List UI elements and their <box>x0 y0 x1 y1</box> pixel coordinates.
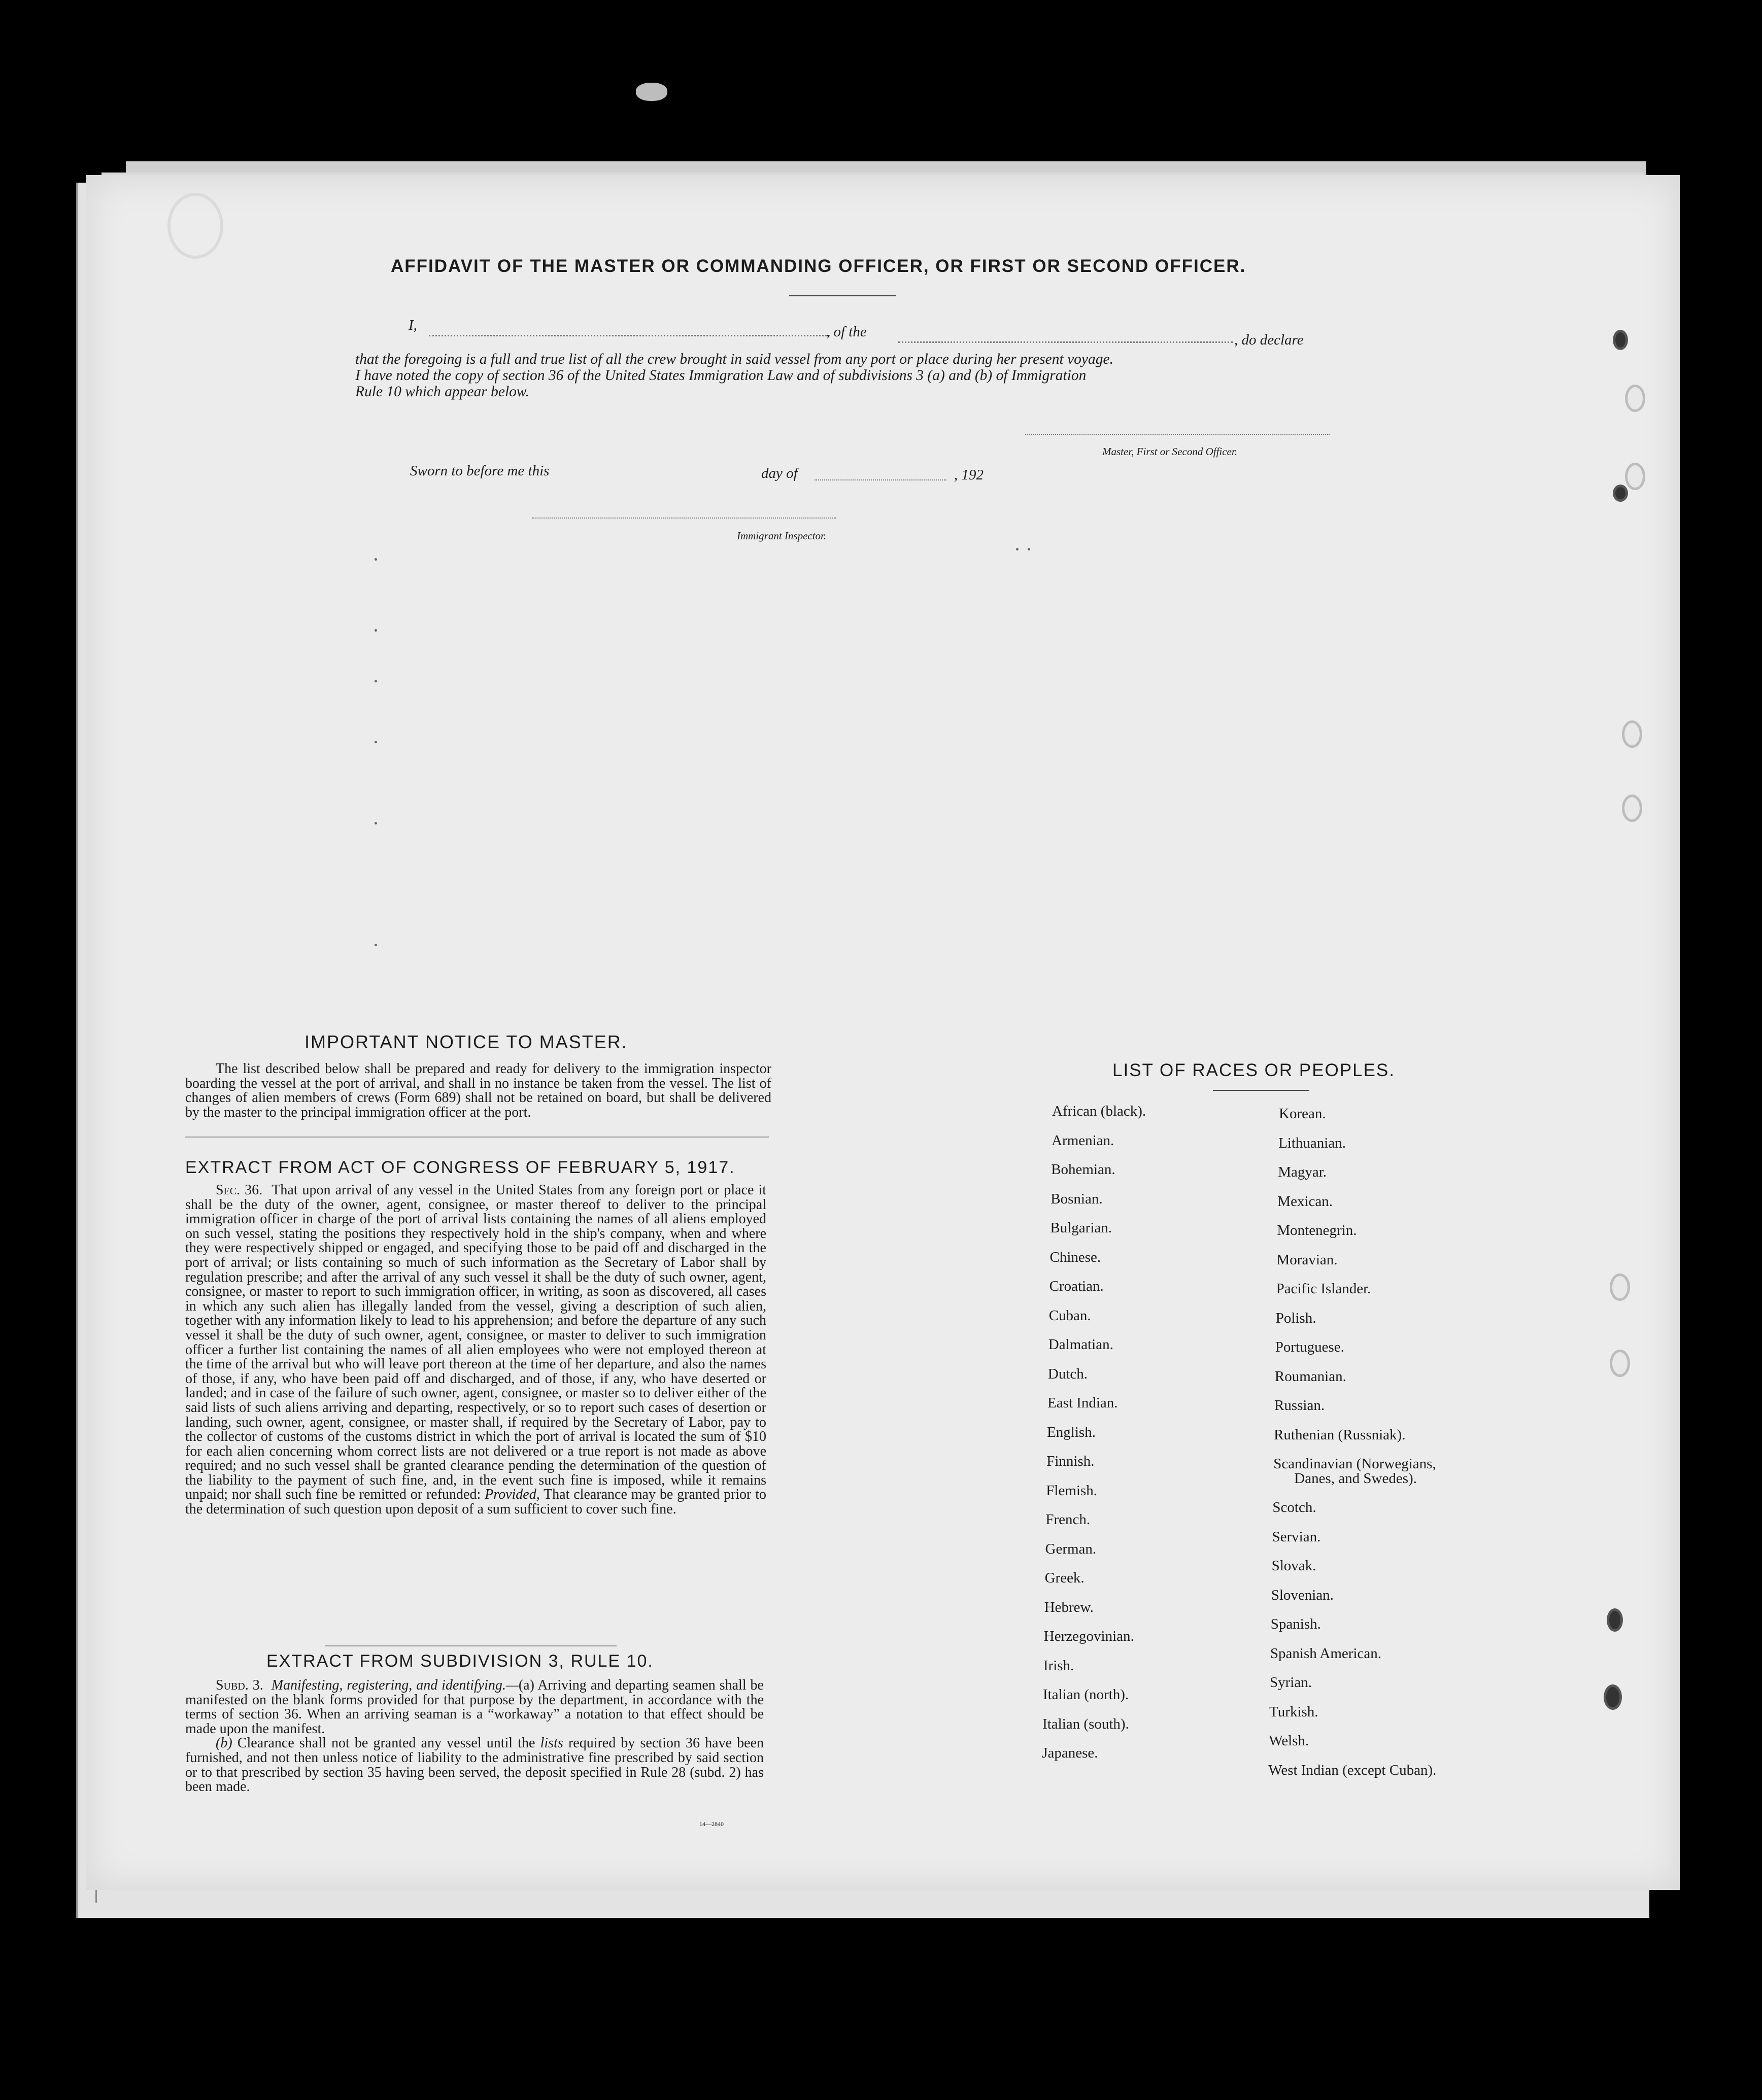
year-label: , 192 <box>954 467 984 483</box>
rule-b-label: (b) <box>216 1735 232 1751</box>
rule-a-label: (a) <box>518 1677 534 1693</box>
speck <box>375 741 377 743</box>
date-blank[interactable] <box>815 479 946 480</box>
race-item: Irish. <box>1043 1657 1074 1674</box>
speck <box>1028 548 1030 550</box>
speck <box>375 558 377 561</box>
race-item: Lithuanian. <box>1278 1134 1346 1151</box>
race-item: German. <box>1045 1540 1097 1557</box>
race-item: Spanish. <box>1270 1616 1321 1632</box>
race-item: African (black). <box>1052 1103 1146 1119</box>
race-item: Korean. <box>1279 1106 1326 1122</box>
race-item: Welsh. <box>1269 1733 1309 1749</box>
race-item: Flemish. <box>1046 1482 1098 1499</box>
race-item: Pacific Islander. <box>1276 1281 1371 1297</box>
race-item: Spanish American. <box>1270 1645 1381 1662</box>
race-item: Bulgarian. <box>1050 1220 1112 1236</box>
sworn-label: Sworn to before me this <box>410 463 550 479</box>
binder-hole <box>1622 795 1642 822</box>
race-item: Scotch. <box>1272 1499 1316 1516</box>
rule-b-text-2: required by section 36 have been furnished, and not then unless notice of liability to the administrative fine prescribed by said section or to that prescribed by section 35 having been served, the deposit specified in Rule 28 (subd. 2) has been made. <box>185 1735 764 1795</box>
affidavit-i-label: I, <box>409 317 417 333</box>
race-item: Cuban. <box>1048 1307 1091 1324</box>
race-item: Servian. <box>1272 1528 1321 1545</box>
speck <box>375 822 377 824</box>
vessel-blank[interactable] <box>898 341 1233 343</box>
rule-paragraph <box>185 1678 764 1795</box>
speck <box>375 680 377 682</box>
race-item: Bosnian. <box>1051 1190 1103 1207</box>
binder-hole <box>1610 1273 1630 1301</box>
race-item: French. <box>1045 1511 1091 1528</box>
binder-hole <box>1613 330 1628 350</box>
rule-a-text: Arriving and departing seamen shall be manifested on the blank forms provided for that purpose by the department, in accordance with the terms of section 36. When an arriving seaman is a “workaway” a notation to that effect should be made upon the manifest. <box>185 1677 764 1737</box>
race-item: Chinese. <box>1049 1249 1101 1265</box>
name-blank[interactable] <box>429 335 830 336</box>
binder-hole <box>1625 385 1645 412</box>
race-item: Bohemian. <box>1051 1161 1115 1178</box>
affidavit-line-2: that the foregoing is a full and true list of all the crew brought in said vessel from any port or place during her present voyage. <box>355 351 1113 367</box>
inspector-signature-blank[interactable] <box>532 518 836 519</box>
rule-title: EXTRACT FROM SUBDIVISION 3, RULE 10. <box>266 1651 654 1671</box>
race-item: Montenegrin. <box>1277 1222 1357 1238</box>
race-item: Italian (south). <box>1042 1715 1129 1732</box>
race-item: English. <box>1047 1424 1096 1440</box>
race-item: Roumanian. <box>1274 1368 1346 1385</box>
race-item: Moravian. <box>1276 1251 1338 1268</box>
speck <box>375 629 377 632</box>
race-item: Syrian. <box>1270 1674 1312 1691</box>
form-number: 14—2840 <box>699 1820 724 1828</box>
binder-hole <box>1604 1684 1622 1710</box>
speck <box>375 944 377 946</box>
affidavit-do-declare: , do declare <box>1234 332 1304 348</box>
race-item: Russian. <box>1274 1397 1325 1414</box>
race-item: Croatian. <box>1049 1278 1104 1294</box>
race-item: Dutch. <box>1047 1365 1088 1382</box>
inspector-caption: Immigrant Inspector. <box>737 530 827 542</box>
day-of-label: day of <box>761 465 798 481</box>
affidavit-line-3: I have noted the copy of section 36 of the United States Immigration Law and of subdivisions 3 (a) and (b) of Immigration <box>355 367 1087 384</box>
binder-hole <box>1613 485 1628 502</box>
race-item: Scandinavian (Norwegians, <box>1273 1456 1436 1472</box>
sheet-edge <box>76 183 78 1918</box>
divider <box>325 1645 617 1646</box>
rule-heading: Manifesting, registering, and identifying.— <box>271 1677 519 1693</box>
act-provided: Provided, <box>485 1487 540 1503</box>
race-item: Italian (north). <box>1043 1686 1129 1703</box>
debris-mark <box>636 83 667 101</box>
notice-title: IMPORTANT NOTICE TO MASTER. <box>304 1031 628 1052</box>
race-item: West Indian (except Cuban). <box>1268 1762 1437 1778</box>
race-item: Japanese. <box>1042 1745 1098 1761</box>
officer-signature-blank[interactable] <box>1025 434 1330 435</box>
race-item: East Indian. <box>1047 1395 1118 1411</box>
notice-text: The list described below shall be prepared and ready for delivery to the immigration inspector boarding the vessel at the port of arrival, and shall in no instance be taken from the vessel. The list of changes of alien members of crews (Form 689) shall not be retained on board, but shall be delivered by the master to the principal immigration officer at the port. <box>185 1061 771 1120</box>
race-item: Mexican. <box>1277 1193 1333 1210</box>
act-title: EXTRACT FROM ACT OF CONGRESS OF FEBRUARY 5, 1917. <box>185 1158 735 1177</box>
race-item: Greek. <box>1044 1570 1085 1586</box>
race-item: Armenian. <box>1052 1132 1114 1149</box>
speck <box>1016 548 1019 550</box>
binder-hole <box>1607 1608 1623 1632</box>
officer-caption: Master, First or Second Officer. <box>1102 445 1237 458</box>
race-item: Herzegovinian. <box>1043 1628 1134 1644</box>
rule-b-text-1: Clearance shall not be granted any vessel until the <box>237 1735 535 1751</box>
race-item: Danes, and Swedes). <box>1294 1470 1417 1487</box>
race-item: Portuguese. <box>1275 1339 1344 1355</box>
act-tail: That clearance may be granted prior to the determination of such question upon deposit of a sum sufficient to cover such fine. <box>185 1487 767 1518</box>
binder-hole <box>1610 1350 1630 1377</box>
title-rule <box>789 295 896 296</box>
rule-b-lists: lists <box>540 1735 563 1751</box>
race-item: Slovak. <box>1271 1558 1316 1574</box>
affidavit-line-4: Rule 10 which appear below. <box>355 384 529 400</box>
rule-subd-label: Subd. 3. <box>216 1677 263 1693</box>
affidavit-of-the: , of the <box>826 324 867 340</box>
act-section-label: Sec. 36. <box>216 1182 263 1198</box>
race-item: Ruthenian (Russniak). <box>1274 1426 1406 1443</box>
race-item: Polish. <box>1275 1310 1316 1326</box>
race-item: Slovenian. <box>1271 1587 1334 1603</box>
race-item: Hebrew. <box>1044 1599 1094 1615</box>
race-item: Magyar. <box>1278 1164 1327 1180</box>
race-item: Turkish. <box>1269 1703 1318 1720</box>
races-title: LIST OF RACES OR PEOPLES. <box>1112 1060 1396 1080</box>
binder-hole <box>1625 463 1645 490</box>
binder-hole <box>1622 720 1642 748</box>
race-item: Dalmatian. <box>1048 1336 1113 1353</box>
notice-paragraph <box>185 1062 771 1120</box>
affidavit-title: AFFIDAVIT OF THE MASTER OR COMMANDING OFFICER, OR FIRST OR SECOND OFFICER. <box>391 256 1246 276</box>
act-text: That upon arrival of any vessel in the United States from any foreign port or place it shall be the duty of the owner, agent, consignee, or master thereof to deliver to the principal immigration officer in charge of the port of arrival lists containing the names of all aliens employed on such vessel, stating the positions they respectively hold in the ship's company, when and where they were respectively shipped or engaged, and specifying those to be paid off and discharged in the port of arrival; or lists containing so much of such information as the Secretary of Labor shall by regulation prescribe; and after the arrival of any such vessel it shall be the duty of such owner, agent, consignee, or master to report to such immigration officer, in writing, as soon as discovered, all cases in which any such alien has illegally landed from the vessel, giving a description of such alien, together with any information likely to lead to his apprehension; and before the departure of any such vessel it shall be the duty of such owner, agent, consignee, or master to deliver to such immigration officer a further list containing the names of all alien employees who were not employed thereon at the time of the arrival but who will leave port thereon at the time of her departure, and also the names of those, if any, who have been paid off and discharged, and of those, if any, who have deserted or landed; and in case of the failure of such owner, agent, consignee, or master so to deliver either of the said lists of such aliens arriving and departing, respectively, or so to report such cases of desertion or landing, such owner, agent, consignee, or master shall, if required by the Secretary of Labor, pay to the collector of customs of the customs district in which the port of arrival is located the sum of $10 for each alien concerning whom correct lists are not delivered or a true report is not made as above required; and no such vessel shall be granted clearance pending the determination of the question of the liability to the payment of such fine, and, in the event such fine is imposed, while it remains unpaid; nor shall such fine be remitted or refunded: <box>185 1182 767 1503</box>
race-item: Finnish. <box>1046 1453 1095 1469</box>
act-paragraph <box>185 1183 766 1517</box>
faded-stamp <box>167 193 223 259</box>
divider <box>185 1137 769 1138</box>
title-rule <box>1213 1090 1309 1091</box>
